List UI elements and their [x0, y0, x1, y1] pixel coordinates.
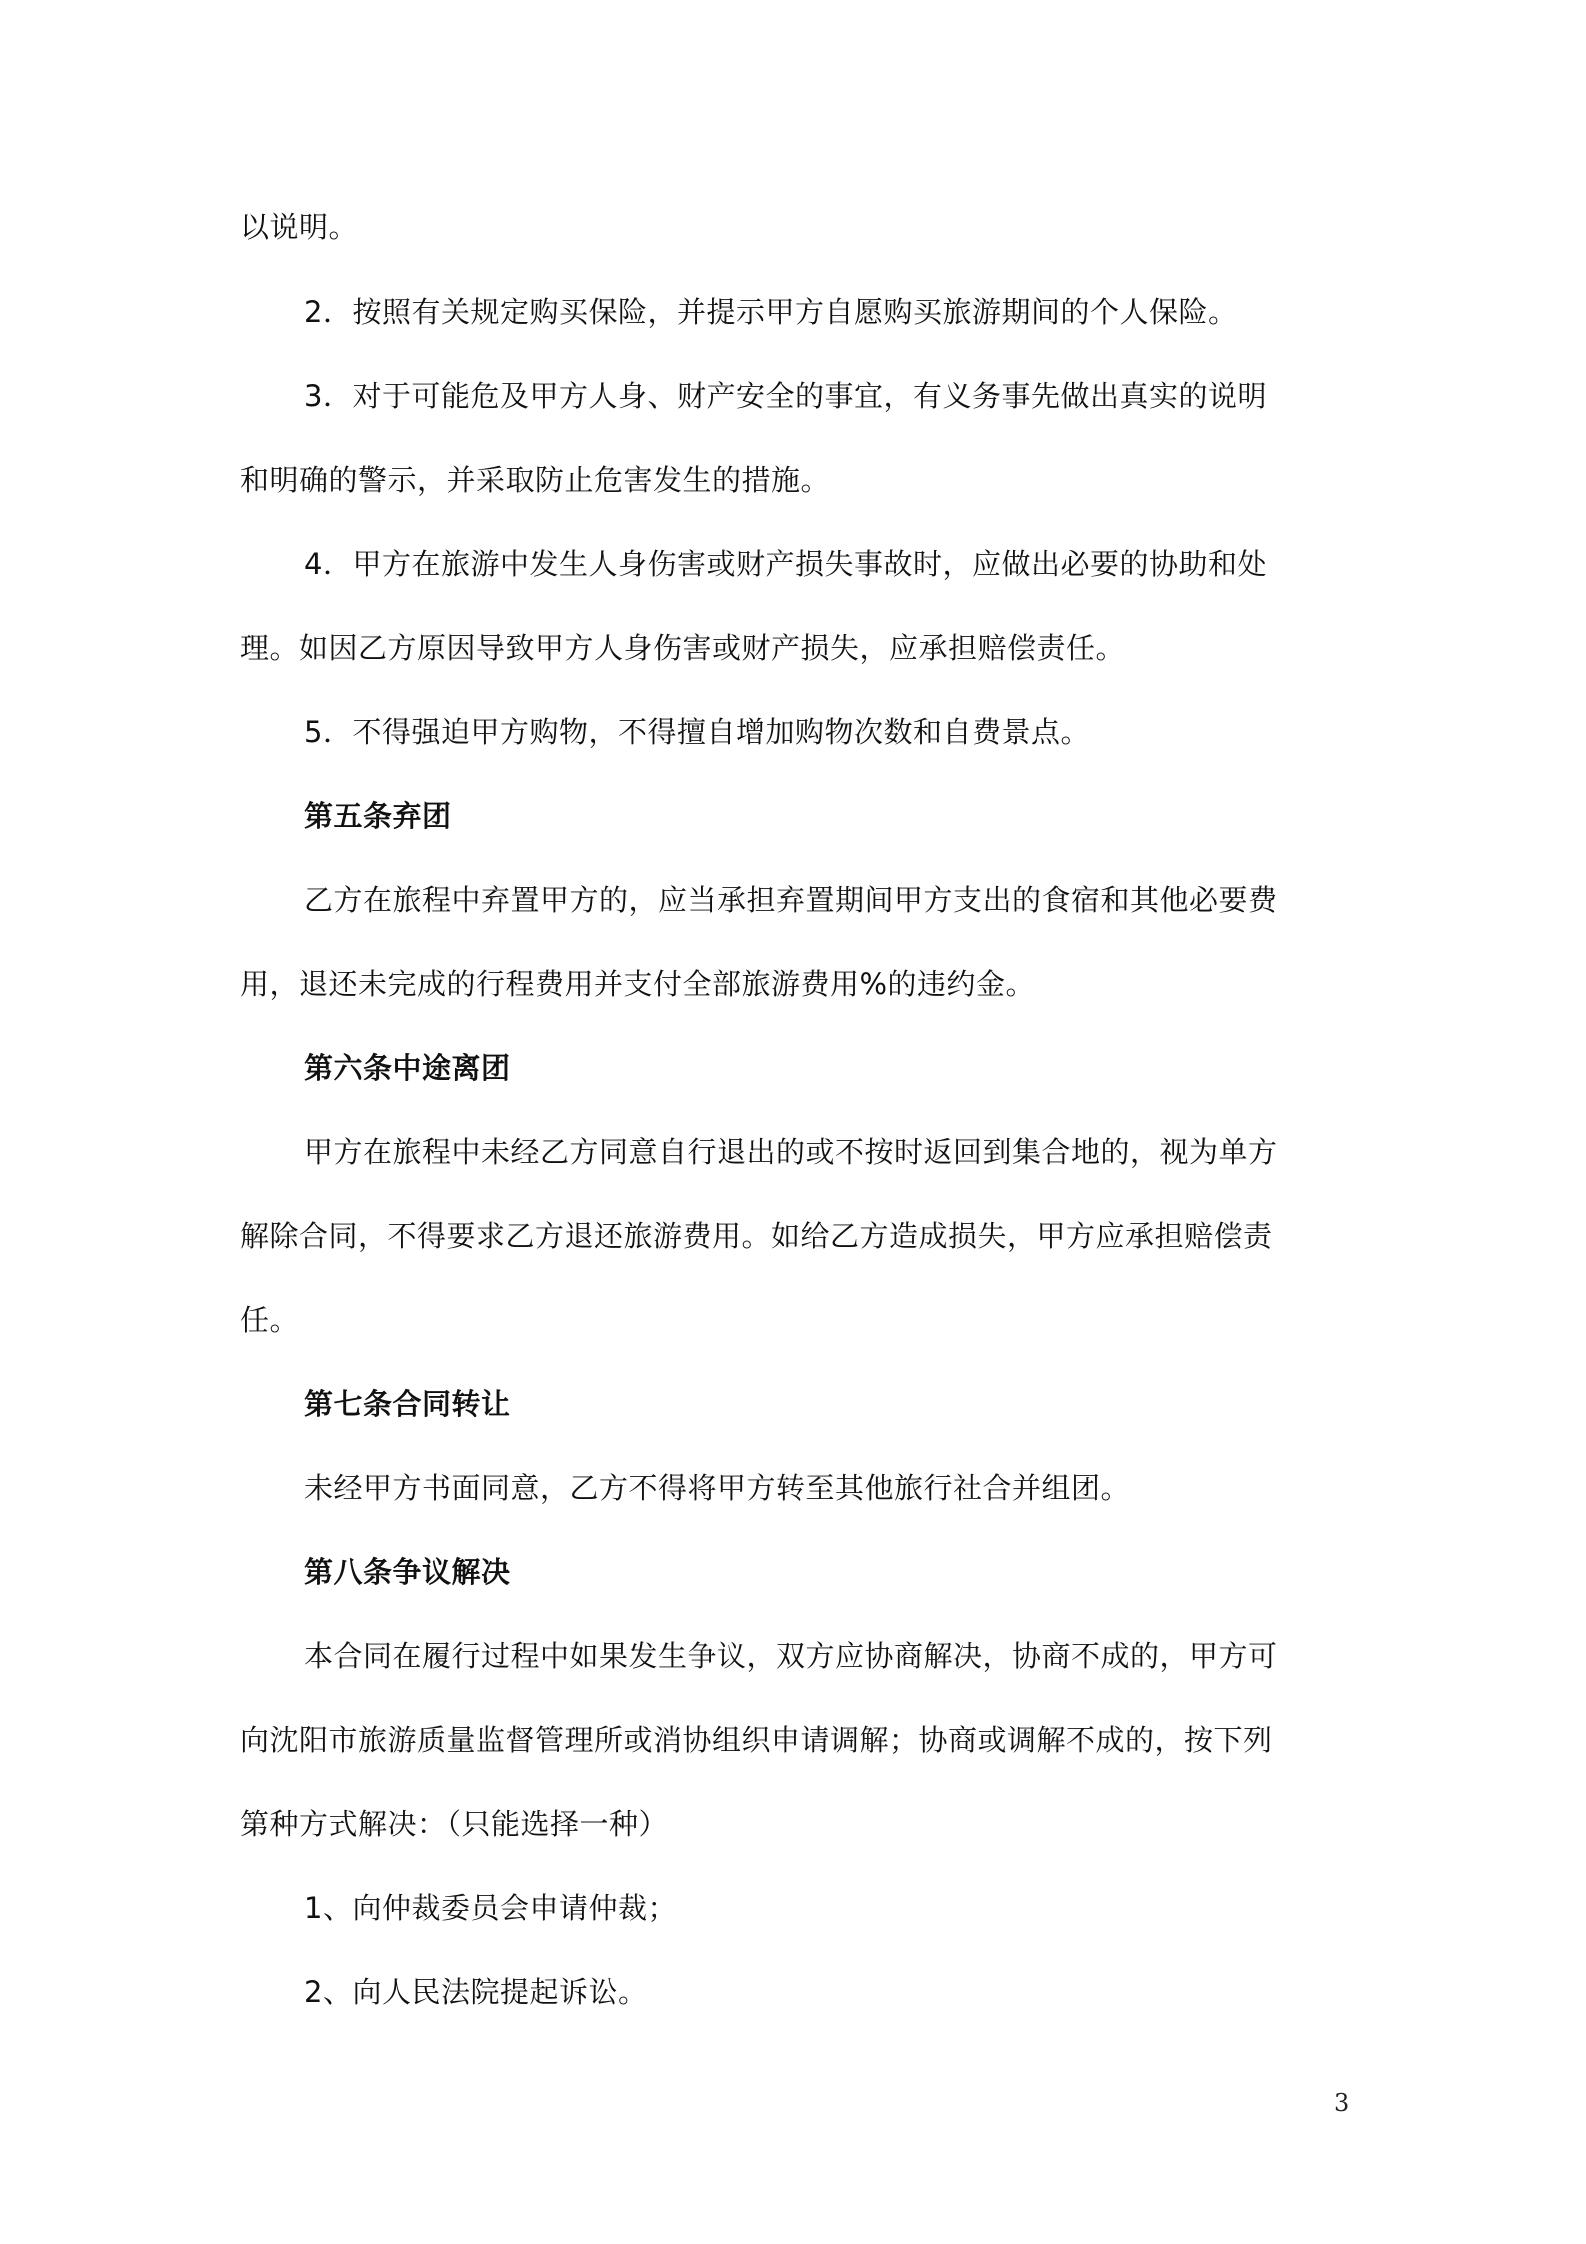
text-line: 乙方在旅程中弃置甲方的，应当承担弃置期间甲方支出的食宿和其他必要费 — [304, 883, 1278, 917]
text-line: 以说明。 — [240, 210, 359, 244]
text-line: 任。 — [240, 1303, 300, 1337]
text-line: 5．不得强迫甲方购物，不得擅自增加购物次数和自费景点。 — [304, 715, 1090, 749]
list-item: 2、向人民法院提起诉讼。 — [304, 1975, 648, 2009]
text-line: 3．对于可能危及甲方人身、财产安全的事宜，有义务事先做出真实的说明 — [304, 379, 1267, 413]
text-line: 用，退还未完成的行程费用并支付全部旅游费用%的违约金。 — [240, 967, 1036, 1001]
text-line: 2．按照有关规定购买保险，并提示甲方自愿购买旅游期间的个人保险。 — [304, 295, 1238, 329]
text-line: 4．甲方在旅游中发生人身伤害或财产损失事故时，应做出必要的协助和处 — [304, 547, 1267, 581]
page-number: 3 — [1334, 2089, 1350, 2117]
text-line: 向沈阳市旅游质量监督管理所或消协组织申请调解；协商或调解不成的，按下列 — [240, 1723, 1273, 1757]
text-line: 甲方在旅程中未经乙方同意自行退出的或不按时返回到集合地的，视为单方 — [304, 1135, 1278, 1169]
section-heading: 第七条合同转让 — [304, 1387, 511, 1421]
text-line: 第种方式解决：（只能选择一种） — [240, 1807, 669, 1841]
list-item: 1、向仲裁委员会申请仲裁； — [304, 1891, 677, 1925]
text-line: 和明确的警示，并采取防止危害发生的措施。 — [240, 463, 831, 497]
section-heading: 第六条中途离团 — [304, 1051, 511, 1085]
text-line: 解除合同，不得要求乙方退还旅游费用。如给乙方造成损失，甲方应承担赔偿责 — [240, 1219, 1273, 1253]
section-heading: 第八条争议解决 — [304, 1555, 511, 1589]
text-line: 本合同在履行过程中如果发生争议，双方应协商解决，协商不成的，甲方可 — [304, 1639, 1278, 1673]
text-line: 理。如因乙方原因导致甲方人身伤害或财产损失，应承担赔偿责任。 — [240, 631, 1126, 665]
text-line: 未经甲方书面同意，乙方不得将甲方转至其他旅行社合并组团。 — [304, 1471, 1131, 1505]
section-heading: 第五条弃团 — [304, 799, 452, 833]
